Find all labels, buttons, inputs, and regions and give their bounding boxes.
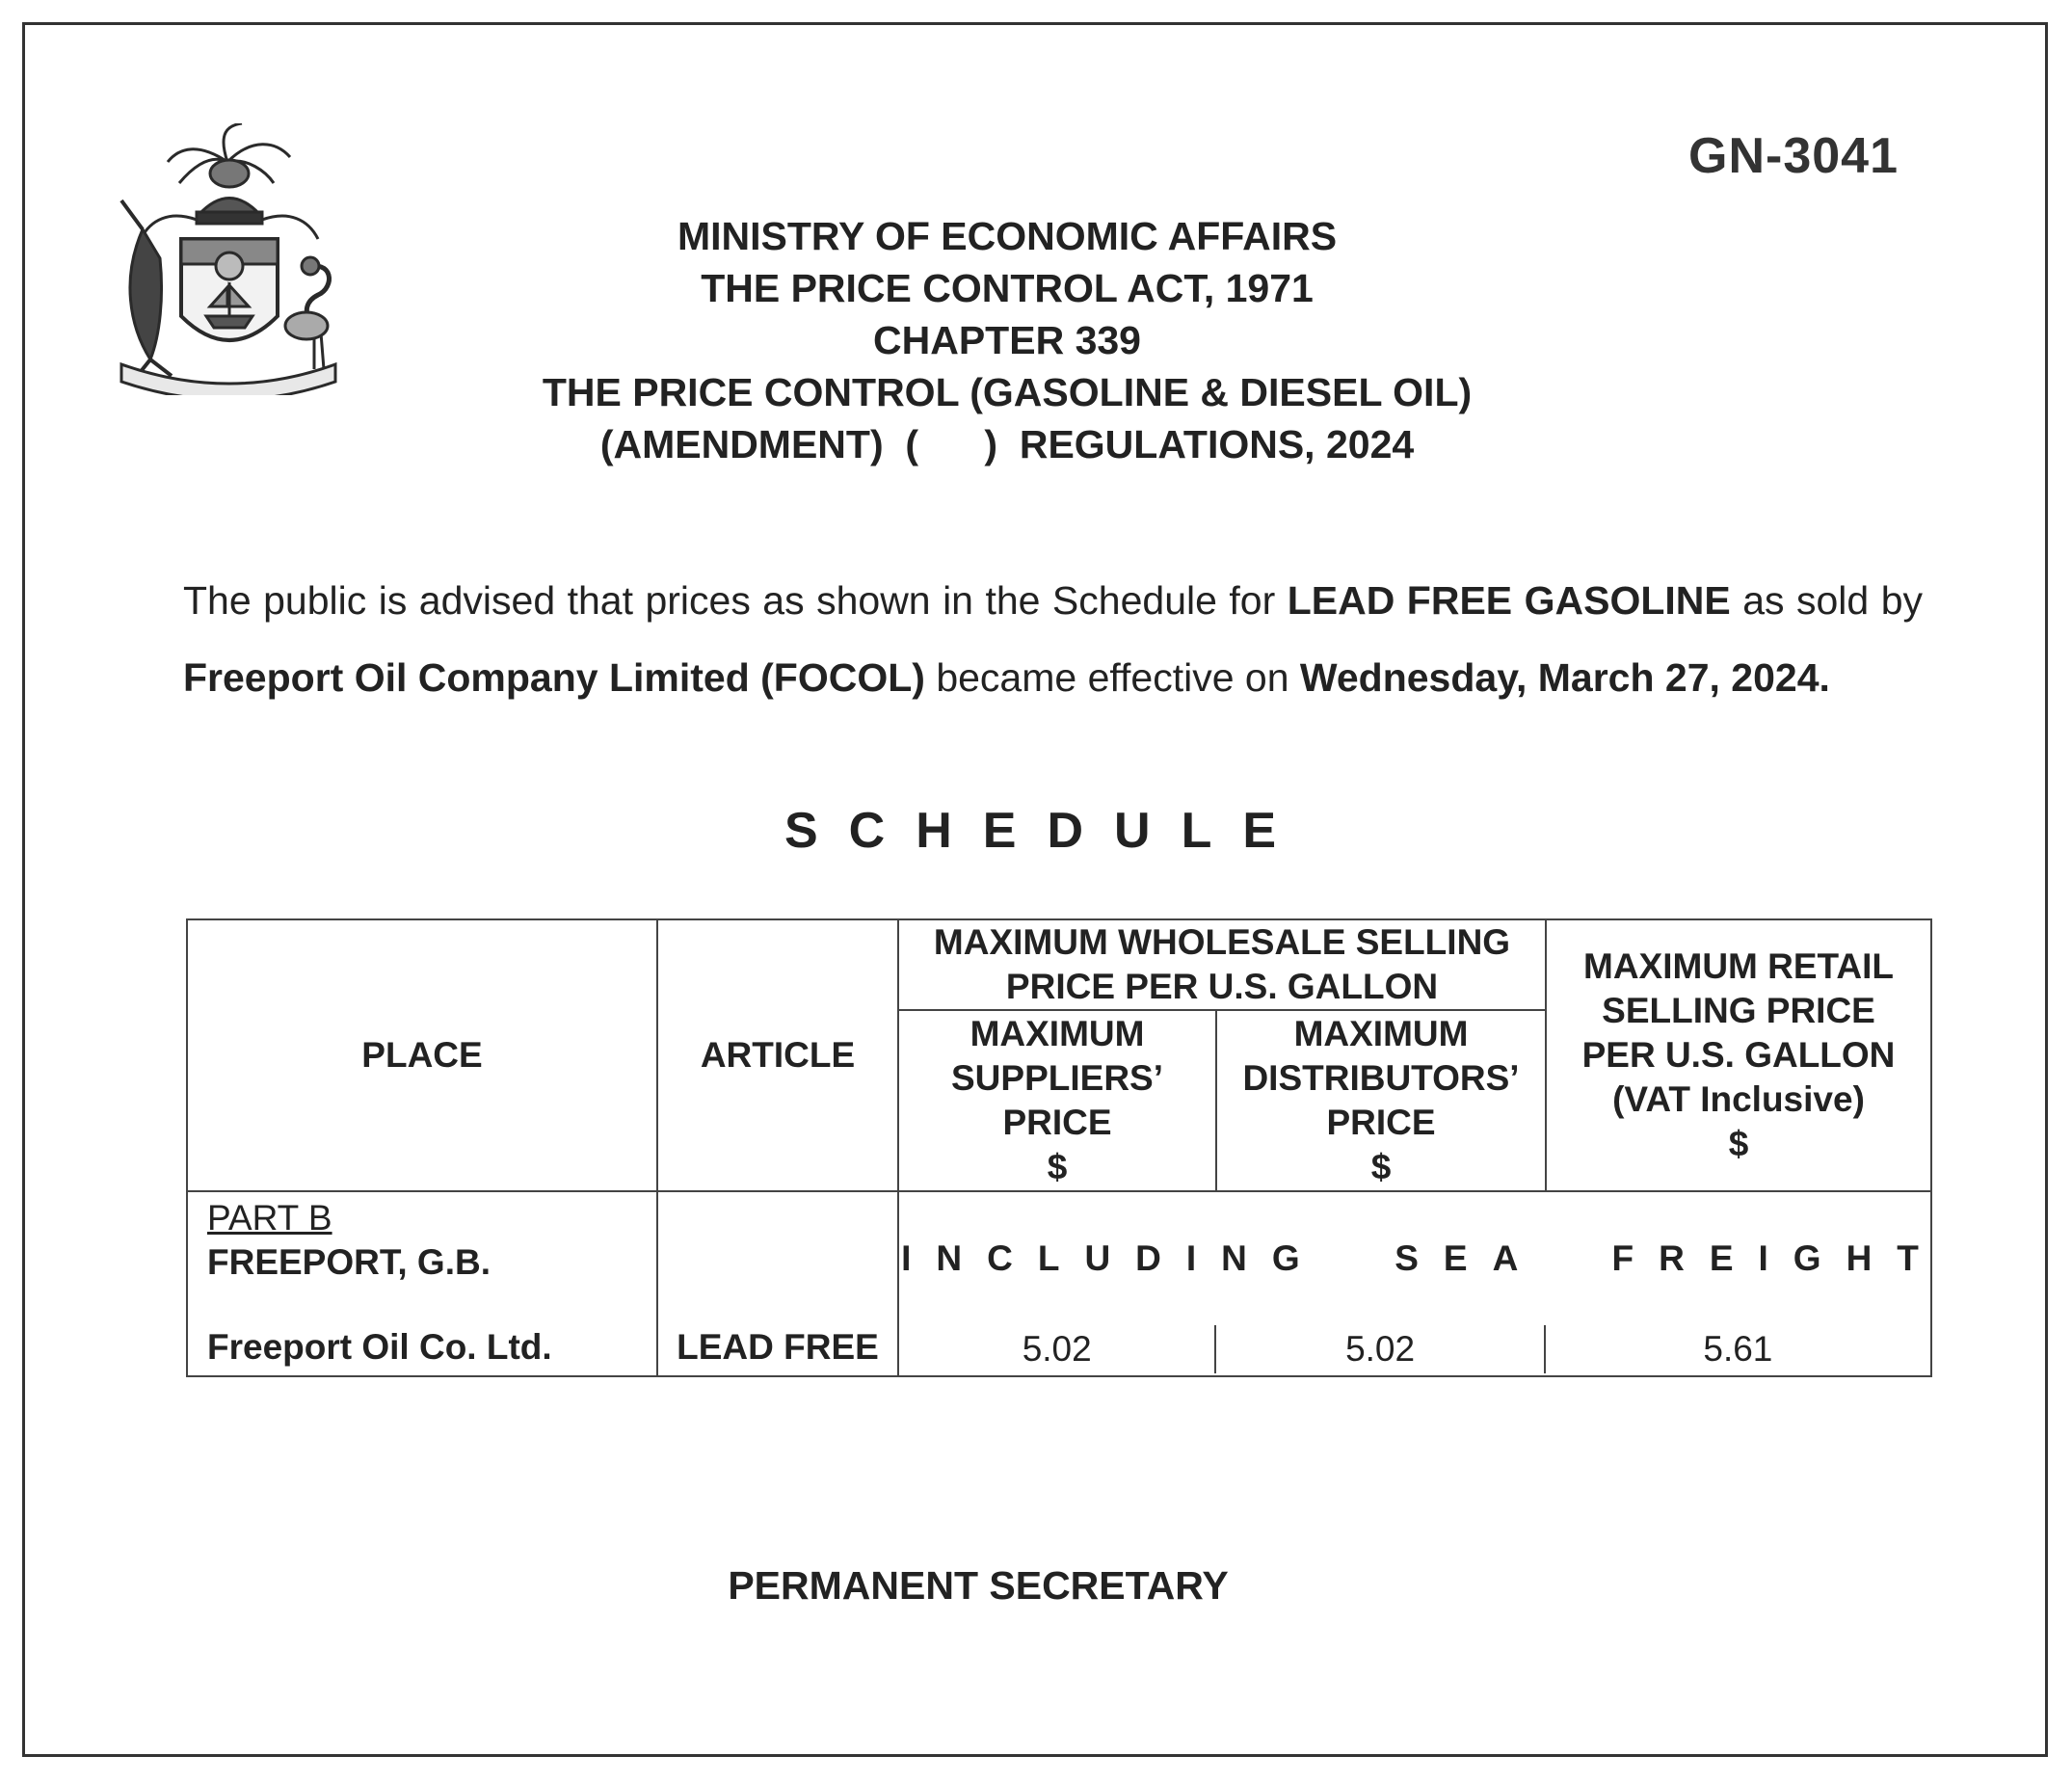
header-distributors-unit: $ — [1370, 1147, 1392, 1186]
notice-company: Freeport Oil Company Limited (FOCOL) — [183, 655, 925, 700]
notice-product: LEAD FREE GASOLINE — [1287, 578, 1731, 623]
chapter-number: CHAPTER 339 — [873, 318, 1141, 362]
public-notice-paragraph — [183, 562, 1923, 716]
header-retail — [1546, 919, 1931, 1191]
signature-title: PERMANENT SECRETARY — [728, 1563, 1229, 1608]
header-retail-label: MAXIMUM RETAIL SELLING PRICE PER U.S. GALLON (VAT Inclusive) — [1581, 946, 1896, 1119]
header-distributors-label: MAXIMUM DISTRIBUTORS’ PRICE — [1242, 1014, 1520, 1142]
suppliers-price: 5.02 — [899, 1325, 1216, 1373]
gazette-notice-number: GN-3041 — [1688, 128, 1899, 184]
regulation-subtitle: (AMENDMENT) ( ) REGULATIONS, 2024 — [599, 422, 1415, 466]
price-row — [899, 1325, 1930, 1373]
retail-price: 5.61 — [1703, 1329, 1773, 1369]
notice-text-1: The public is advised that prices as shown in the Schedule for — [183, 578, 1288, 623]
cell-place — [187, 1191, 657, 1376]
company-name: Freeport Oil Co. Ltd. — [207, 1327, 552, 1367]
cell-article: LEAD FREE — [657, 1191, 898, 1376]
part-label: PART B — [207, 1198, 332, 1237]
notice-text-2: as sold by — [1730, 578, 1923, 623]
notice-effective-date: Wednesday, March 27, 2024. — [1299, 655, 1830, 700]
place-name: FREEPORT, G.B. — [207, 1242, 491, 1282]
header-suppliers-label: MAXIMUM SUPPLIERS’ PRICE — [951, 1014, 1163, 1142]
regulation-title: THE PRICE CONTROL (GASOLINE & DIESEL OIL) — [542, 370, 1473, 414]
notice-text-3: became effective on — [924, 655, 1300, 700]
distributors-price: 5.02 — [1216, 1325, 1545, 1373]
header-wholesale — [898, 919, 1546, 1010]
header-article: ARTICLE — [657, 919, 898, 1191]
price-schedule-table — [186, 918, 1944, 1377]
ministry-name: MINISTRY OF ECONOMIC AFFAIRS — [677, 214, 1338, 258]
header-distributors — [1216, 1010, 1546, 1191]
act-title: THE PRICE CONTROL ACT, 1971 — [701, 266, 1314, 310]
schedule-title: SCHEDULE — [784, 803, 1308, 859]
header-suppliers — [898, 1010, 1216, 1191]
header-place: PLACE — [187, 919, 657, 1191]
freight-note: INCLUDING SEA FREIGHT — [901, 1238, 1944, 1278]
bahamas-coat-of-arms-icon — [83, 123, 364, 395]
cell-prices — [898, 1191, 1944, 1376]
header-block — [429, 210, 1585, 470]
table-row — [187, 1191, 1931, 1376]
header-wholesale-label: MAXIMUM WHOLESALE SELLING PRICE PER U.S. GALLON — [933, 922, 1511, 1006]
header-retail-unit: $ — [1728, 1124, 1749, 1163]
header-suppliers-unit: $ — [1047, 1147, 1068, 1186]
